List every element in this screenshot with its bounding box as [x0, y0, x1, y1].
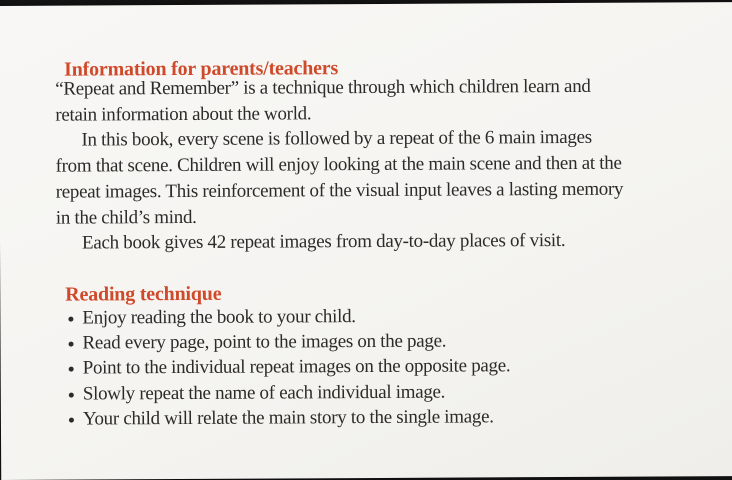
book-page: [0, 2, 732, 480]
list-item: [69, 379, 511, 406]
bullet-icon: [69, 417, 74, 422]
bullet-text: Slowly repeat the name of each individual image.: [82, 381, 446, 405]
bullet-icon: [69, 367, 74, 372]
info-paragraphs: [55, 74, 623, 257]
bullet-text: Your child will relate the main story to the single image.: [82, 406, 494, 430]
bullet-text: Read every page, point to the images on the page.: [82, 330, 447, 354]
info-section-heading: Information for parents/teachers: [64, 57, 339, 81]
bullet-icon: [68, 317, 73, 322]
body-line: in the child’s mind.: [55, 206, 197, 229]
bullet-text: Point to the individual repeat images on the opposite page.: [82, 355, 511, 379]
body-line: from that scene. Children will enjoy looking at the main scene and then at the: [55, 152, 622, 177]
list-item: [69, 404, 511, 431]
bullet-icon: [69, 392, 74, 397]
page-content: [0, 2, 732, 480]
list-item: [68, 328, 510, 355]
body-line: repeat images. This reinforcement of the visual input leaves a lasting memory: [55, 178, 624, 203]
body-line: Each book gives 42 repeat images from day-to-day places of visit.: [81, 230, 566, 254]
list-item: [69, 354, 511, 381]
bullet-icon: [69, 342, 74, 347]
body-line: In this book, every scene is followed by a repeat of the 6 main images: [81, 127, 592, 151]
technique-bullet-list: [68, 303, 510, 431]
body-line: retain information about the world.: [55, 103, 312, 126]
technique-section-heading: Reading technique: [65, 282, 222, 306]
bullet-text: Enjoy reading the book to your child.: [82, 306, 356, 329]
list-item: [68, 303, 510, 330]
body-line: “Repeat and Remember” is a technique through which children learn and: [55, 75, 591, 100]
